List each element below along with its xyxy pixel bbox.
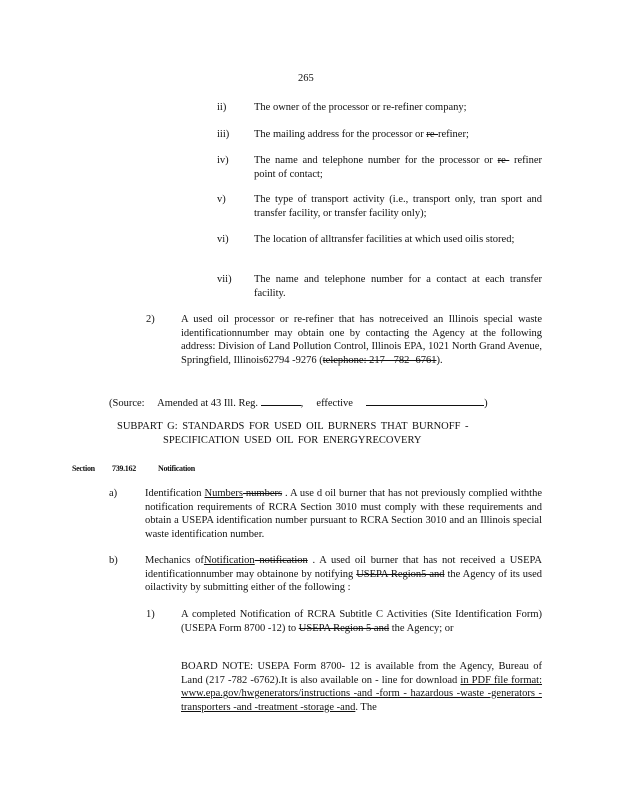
para-b-text: [145, 554, 542, 595]
para-a-text-part: Identification: [145, 488, 205, 499]
para-b-text-part: . A used oil burner that has not received a USEPA identificationnumber may obtainone by notifying: [145, 555, 542, 580]
section-number: 739.162: [112, 464, 136, 473]
para-a-label: a): [109, 488, 118, 499]
subpart-heading-line-1: SUBPART G: STANDARDS FOR USED OIL BURNERS THAT BURNOFF -: [117, 421, 469, 432]
list-item-text: [254, 154, 542, 181]
para-b-text-part: Mechanics of: [145, 555, 204, 566]
list-item-label: ii): [217, 102, 227, 113]
section-label: Section: [72, 464, 95, 473]
list-item-text: [254, 128, 542, 142]
list-item-text: The type of transport activity (i.e., transport only, tran sport and transfer facility, or transfer facility only);: [254, 194, 542, 219]
struck-text: numbers: [242, 488, 283, 499]
para-b1-text-part: the Agency; or: [389, 622, 454, 634]
para-b-text-part: the Agency of its used oilactivity by submitting either of the following :: [145, 568, 542, 593]
register-blank: [261, 395, 301, 406]
section-title: Notification: [158, 464, 195, 473]
source-label: (Source:: [109, 398, 145, 409]
list-item-label: vi): [217, 234, 229, 245]
inserted-text: Numbers: [204, 488, 243, 499]
list-item-text-part: refiner;: [437, 129, 469, 140]
list-item-label: vii): [217, 274, 232, 285]
board-note-link[interactable]: in PDF file format: www.epa.gov/hwgenerators/instructions -and -form - hazardous -waste -generators -transporters -and -treatment -storage -and: [181, 674, 543, 713]
struck-text: USEPA Region 5 and: [298, 622, 390, 634]
para-b1-text: [181, 608, 542, 635]
list-item-text: The owner of the processor or re-refiner company;: [254, 102, 467, 113]
source-effective: effective: [316, 398, 353, 409]
list-item-text-part: The mailing address for the processor or: [254, 129, 427, 140]
subpart-heading-line-2: SPECIFICATION USED OIL FOR ENERGYRECOVERY: [163, 435, 422, 446]
source-amended: Amended at 43 Ill. Reg.: [157, 398, 259, 409]
struck-text: notification: [254, 555, 308, 566]
source-comma: ,: [300, 398, 304, 409]
source-close: ): [484, 398, 488, 409]
board-note: [181, 660, 542, 714]
item-2-label: 2): [146, 314, 155, 325]
source-note: [109, 395, 488, 411]
list-item-label: v): [217, 194, 226, 205]
list-item-text: The name and telephone number for a contact at each transfer facility.: [254, 274, 542, 299]
list-item-text-part: The name and telephone number for the processor or: [254, 155, 498, 166]
page-number: 265: [298, 73, 314, 84]
struck-text: re-: [497, 155, 510, 166]
para-a-text: [145, 487, 542, 541]
board-note-text: . The: [355, 701, 377, 713]
para-b1-text-part: A completed Notification of RCRA Subtitle C Activities (Site Identification Form) (USEPA Form 8700 -12) to: [181, 609, 542, 634]
item-2-text-part: A used oil processor or re-refiner that has notreceived an Illinois special waste identificationnumber may obtain one by contacting the Agency at the following address: Division of Land Pollution Control, Illinois EPA, 1021 North Grand Avenue, Springfield, Illinois62794 -9276 (: [181, 314, 542, 366]
list-item-text-part: refiner point of contact;: [254, 155, 542, 180]
inserted-text: Notification: [203, 555, 255, 566]
para-b1-label: 1): [146, 609, 155, 620]
item-2-text: [181, 313, 542, 367]
para-a-text-part: . A use d oil burner that has not previously complied withthe notification requirements of RCRA Section 3010 must comply with these requirements and obtain a USEPA identification number pursuant to RCRA Section 3010 and an Illinois special waste identification number.: [145, 488, 542, 540]
struck-text: USEPA Region5 and: [356, 568, 445, 580]
para-b-label: b): [109, 555, 118, 566]
struck-text: re-: [426, 129, 438, 140]
list-item-label: iv): [217, 155, 229, 166]
effective-date-blank: [366, 395, 484, 406]
list-item-text: The location of alltransfer facilities at which used oilis stored;: [254, 234, 515, 245]
struck-text: telephone: 217 - 782 -6761: [322, 354, 437, 366]
list-item-label: iii): [217, 129, 230, 140]
item-2-text-part: ).: [436, 354, 443, 366]
board-note-text: BOARD NOTE: USEPA Form 8700- 12 is available from the Agency, Bureau of Land (217 -782 -6762).It is also available on - line for download: [181, 661, 542, 686]
